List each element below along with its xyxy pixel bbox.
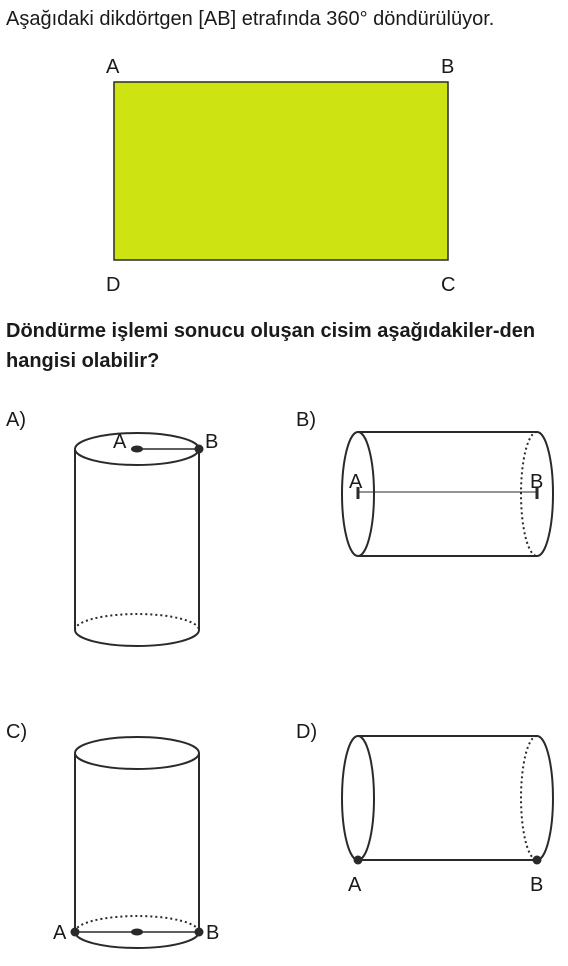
point-a-marker: [354, 856, 363, 865]
rectangle-figure: [106, 56, 455, 296]
option-d-point-a: A: [348, 874, 362, 896]
corner-label-b: B: [441, 56, 455, 78]
point-b-marker: [195, 928, 204, 937]
cylinder-right-front-arc: [537, 736, 553, 860]
point-a-marker: [71, 928, 80, 937]
option-c-point-a: A: [53, 922, 67, 944]
axis-midpoint-marker: [132, 930, 142, 935]
point-a-marker: [132, 447, 142, 452]
option-c-label[interactable]: C): [6, 721, 28, 743]
cylinder-bottom-back-arc-dotted: [75, 614, 199, 630]
cylinder-bottom-front-arc: [75, 630, 199, 646]
option-b-figure: [342, 432, 553, 556]
corner-label-d: D: [106, 274, 121, 296]
cylinder-right-back-arc-dotted: [521, 432, 537, 556]
green-rectangle: [114, 82, 448, 260]
option-b-point-b: B: [530, 471, 544, 493]
option-d-figure: [342, 736, 553, 865]
point-b-marker: [533, 856, 542, 865]
option-c-figure: [71, 737, 204, 948]
option-d-label[interactable]: D): [296, 721, 318, 743]
option-b-label[interactable]: B): [296, 409, 316, 431]
cylinder-right-front-arc: [537, 432, 553, 556]
option-d-point-b: B: [530, 874, 544, 896]
option-c-point-b: B: [206, 922, 220, 944]
point-b-marker: [195, 445, 204, 454]
option-a-figure: [75, 433, 204, 646]
cylinder-left-ellipse: [342, 736, 374, 860]
option-a-point-b: B: [205, 431, 219, 453]
cylinder-top-ellipse: [75, 737, 199, 769]
option-b-point-a: A: [349, 471, 363, 493]
corner-label-c: C: [441, 274, 456, 296]
option-a-label[interactable]: A): [6, 409, 26, 431]
option-a-point-a: A: [113, 431, 127, 453]
question-text: Döndürme işlemi sonucu oluşan cisim aşağıdakiler-den hangisi olabilir?: [6, 320, 536, 372]
problem-statement: Aşağıdaki dikdörtgen [AB] etrafında 360° döndürülüyor.: [6, 8, 495, 30]
cylinder-right-back-arc-dotted: [521, 736, 537, 860]
corner-label-a: A: [106, 56, 120, 78]
